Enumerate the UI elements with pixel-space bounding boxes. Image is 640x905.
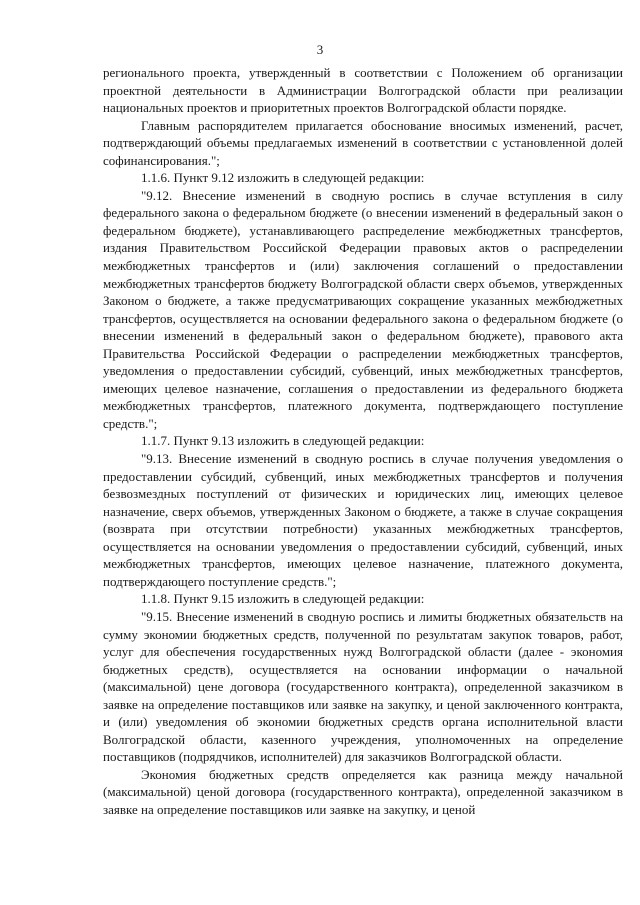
paragraph: 1.1.7. Пункт 9.13 изложить в следующей редакции: bbox=[141, 433, 425, 449]
paragraph: регионального проекта, утвержденный в соответствии с Положением об организации проектной деятельности в Администрации Волгоградской области при реализации национальных проектов и приоритетных проектов Волгоградской области порядке. bbox=[103, 65, 623, 116]
page-number: 3 bbox=[316, 42, 324, 57]
paragraph: Экономия бюджетных средств определяется как разница между начальной (максимальной) ценой договора (государственного контракта), определенной заказчиком в заявке на определение поставщиков или заявке на закупку, и ценой bbox=[103, 766, 623, 817]
paragraph: 1.1.8. Пункт 9.15 изложить в следующей редакции: bbox=[141, 591, 425, 607]
paragraph: Главным распорядителем прилагается обоснование вносимых изменений, расчет, подтверждающий объемы предлагаемых изменений в соответствии с установленной долей софинансирования."; bbox=[103, 117, 623, 168]
paragraph: "9.15. Внесение изменений в сводную роспись и лимиты бюджетных обязательств на сумму экономии бюджетных средств, полученной по результатам закупок товаров, работ, услуг для обеспечения государственных нужд Волгоградской области (далее - экономия бюджетных средств), осуществляется на основании информации о начальной (максимальной) цене договора (государственного контракта), определенной заказчиком в заявке на определение поставщиков или заявке на закупку, и ценой заключенного контракта, и (или) уведомления об экономии бюджетных средств органа исполнительной власти Волгоградской области, казенного учреждения, уполномоченных на определение поставщиков (подрядчиков, исполнителей) для заказчиков Волгоградской области. bbox=[103, 608, 623, 765]
paragraph: 1.1.6. Пункт 9.12 изложить в следующей редакции: bbox=[141, 170, 425, 186]
paragraph: "9.13. Внесение изменений в сводную роспись в случае получения уведомления о предоставлении субсидий, субвенций, иных межбюджетных трансфертов и получения безвозмездных поступлений от физических и юридических лиц, имеющих целевое назначение, сверх объемов, утвержденных Законом о бюджете, а также в случае сокращения (возврата при отсутствии потребности) указанных межбюджетных трансфертов, осуществляется на основании уведомления о предоставлении субсидий, субвенций, иных межбюджетных трансфертов, имеющих целевое назначение, платежного документа, подтверждающего поступление средств."; bbox=[103, 451, 623, 589]
paragraph: "9.12. Внесение изменений в сводную роспись в случае вступления в силу федерального закона о федеральном бюджете (о внесении изменений в федеральный закон о федеральном бюджете), устанавливающего распределение межбюджетных трансфертов, издания Правительством Российской Федерации правовых актов о распределении межбюджетных трансфертов и (или) заключения соглашений о предоставлении межбюджетных трансфертов бюджету Волгоградской области сверх объемов, утвержденных Законом о бюджете, а также предусматривающих сокращение указанных межбюджетных трансфертов, осуществляется на основании федерального закона о федеральном бюджете (о внесении изменений в федеральный закон о федеральном бюджете), правового акта Правительства Российской Федерации о распределении межбюджетных трансфертов, уведомления о предоставлении субсидий, субвенций, иных межбюджетных трансфертов, имеющих целевое назначение, соглашения о предоставлении из федерального бюджета межбюджетных трансфертов, платежного документа, подтверждающего поступление средств."; bbox=[103, 187, 623, 431]
document-body bbox=[103, 64, 623, 819]
